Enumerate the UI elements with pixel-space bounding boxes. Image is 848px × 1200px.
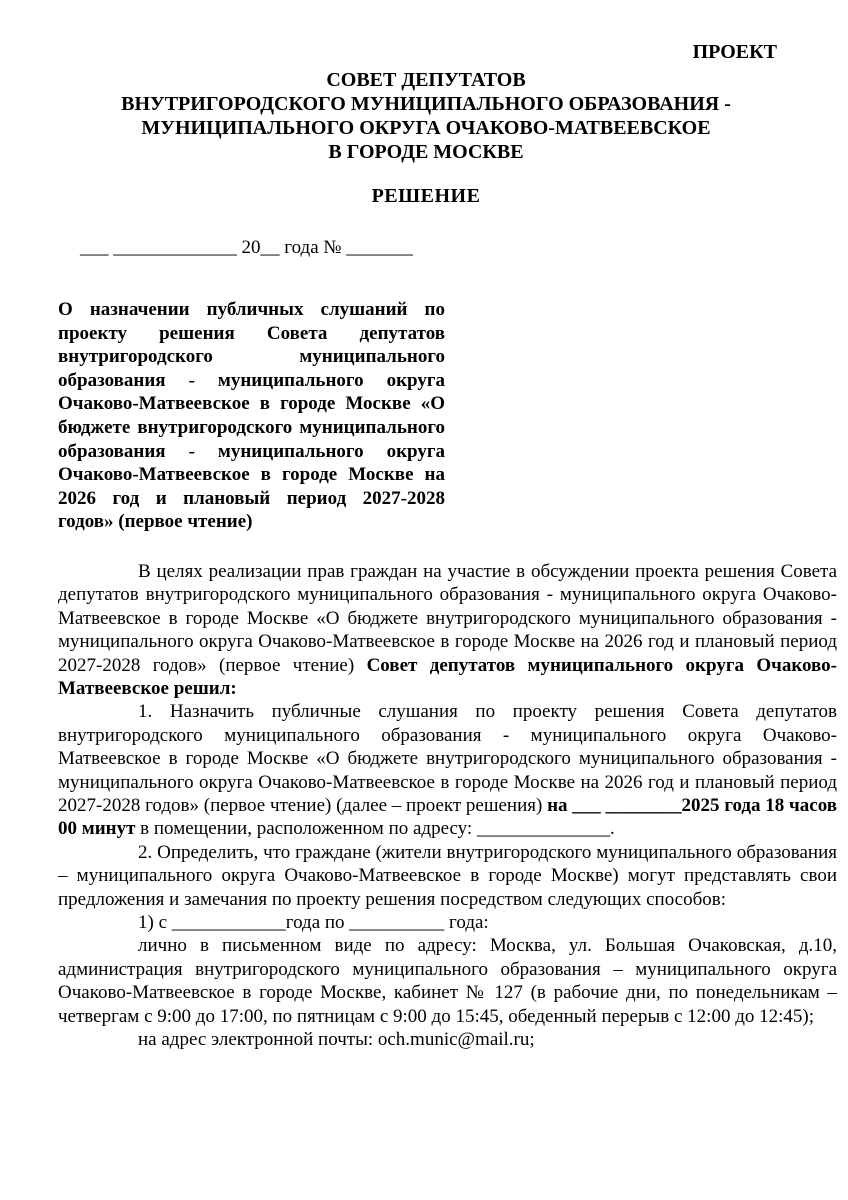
document-type-title: РЕШЕНИЕ	[371, 185, 481, 207]
item-1-datetime-bold: на ___ ________2025 года 18 часов 00 минут	[58, 795, 837, 840]
paragraph-email: на адрес электронной почты: och.munic@mail.ru;	[138, 1029, 535, 1051]
preamble-text: В целях реализации прав граждан на участие в обсуждении проекта решения Совета депутатов внутригородского муниципального образования - муниципального округа Очаково-Матвеевское в городе Москве «О бюджете внутригородского муниципального образования - муниципального округа Очаково-Матвеевское в городе Москве на 2026 год и плановый период 2027-2028 годов» (первое чтение)	[58, 560, 837, 676]
item-1-address-text: в помещении, расположенном по адресу: ______________.	[135, 818, 615, 840]
paragraph-item-2: 2. Определить, что граждане (жители внутригородского муниципального образования – муниципального округа Очаково-Матвеевское в городе Москве) могут представлять свои предложения и замечания по проекту решения посредством следующих способов:	[58, 841, 837, 910]
document-body	[58, 560, 837, 1052]
paragraph-in-person-address: лично в письменном виде по адресу: Москва, ул. Большая Очаковская, д.10, администрация внутригородского муниципального образования – муниципального округа Очаково-Матвеевское в городе Москве, кабинет № 127 (в рабочие дни, по понедельникам – четвергам с 9:00 до 17:00, по пятницам с 9:00 до 15:45, обеденный перерыв с 12:00 до 12:45);	[58, 935, 837, 1027]
date-number-blank-line: ___ _____________ 20__ года № _______	[80, 237, 413, 258]
org-header-line-3: МУНИЦИПАЛЬНОГО ОКРУГА ОЧАКОВО-МАТВЕЕВСКОЕ	[141, 117, 711, 139]
org-header-line-1: СОВЕТ ДЕПУТАТОВ	[326, 69, 526, 91]
paragraph-item-1	[58, 700, 837, 840]
subject-paragraph: О назначении публичных слушаний по проекту решения Совета депутатов внутригородского муниципального образования - муниципального округа Очаково-Матвеевское в городе Москве «О бюджете внутригородского муниципального образования - муниципального округа Очаково-Матвеевское в городе Москве на 2026 год и плановый период 2027-2028 годов» (первое чтение)	[58, 299, 445, 533]
organization-header	[58, 68, 794, 164]
org-header-line-4: В ГОРОДЕ МОСКВЕ	[328, 141, 524, 163]
paragraph-subitem-1-dates: 1) с ____________года по __________ года:	[138, 912, 489, 934]
org-header-line-2: ВНУТРИГОРОДСКОГО МУНИЦИПАЛЬНОГО ОБРАЗОВАНИЯ -	[121, 93, 731, 115]
draft-label: ПРОЕКТ	[692, 41, 777, 63]
preamble-resolved-bold: Совет депутатов муниципального округа Очаково-Матвеевское решил:	[58, 654, 837, 699]
item-1-text: 1. Назначить публичные слушания по проекту решения Совета депутатов внутригородского муниципального образования - муниципального округа Очаково-Матвеевское в городе Москве «О бюджете внутригородского муниципального образования - муниципального округа Очаково-Матвеевское в городе Москве на 2026 год и плановый период 2027-2028 годов» (первое чтение) (далее – проект решения)	[58, 701, 837, 816]
paragraph-preamble	[58, 560, 837, 700]
